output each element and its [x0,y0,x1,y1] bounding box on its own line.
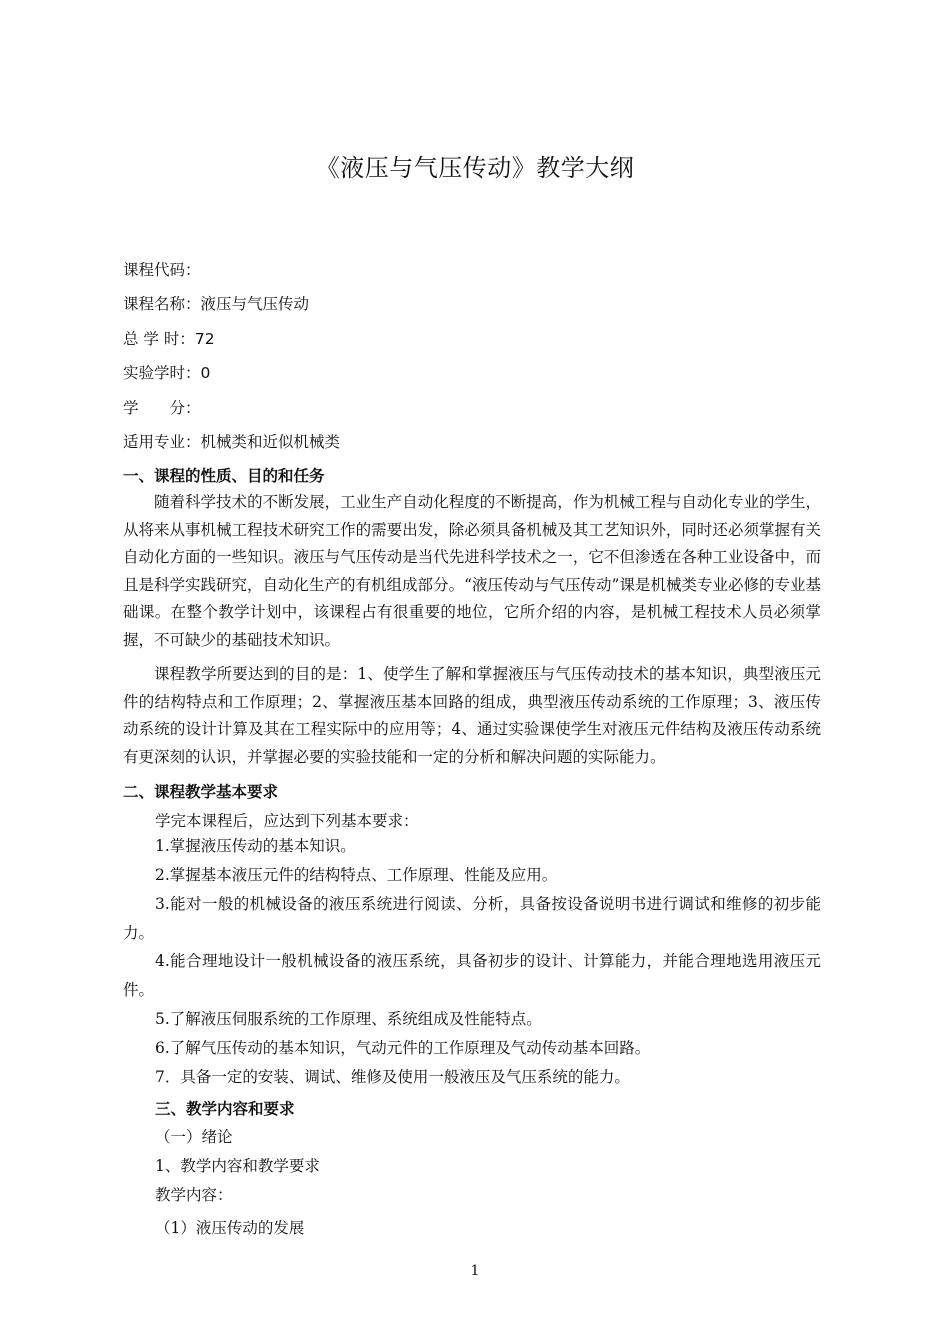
requirement-item-1: 1.掌握液压传动的基本知识。 [155,837,356,855]
section-3-sub-4: （1）液压传动的发展 [155,1219,305,1237]
requirement-item-4: 4.能合理地设计一般机械设备的液压系统，具备初步的设计、计算能力，并能合理地选用液压元件。 [123,952,821,999]
requirement-item-3: 3.能对一般的机械设备的液压系统进行阅读、分析，具备按设备说明书进行调试和维修的初步能力。 [123,895,821,942]
document-title: 《液压与气压传动》教学大纲 [315,154,635,182]
applicable-major: 适用专业：机械类和近似机械类 [123,433,341,451]
section-1-heading: 一、课程的性质、目的和任务 [123,467,325,485]
section-3-sub-3: 教学内容： [155,1186,233,1204]
requirement-item-7: 7．具备一定的安装、调试、维修及使用一般液压及气压系统的能力。 [155,1068,630,1086]
section-1-paragraph-2: 课程教学所要达到的目的是：1、使学生了解和掌握液压与气压传动技术的基本知识，典型液压元件的结构特点和工作原理；2、掌握液压基本回路的组成，典型液压传动系统的工作原理；3、液压传动系统的设计计算及其在工程实际中的应用等；4、通过实验课使学生对液压元件结构及液压传动系统有更深刻的认识，并掌握必要的实验技能和一定的分析和解决问题的实际能力。 [123,665,821,766]
requirement-item-5: 5.了解液压伺服系统的工作原理、系统组成及性能特点。 [155,1010,542,1028]
course-name: 课程名称：液压与气压传动 [123,295,310,313]
section-1-paragraph-1: 随着科学技术的不断发展，工业生产自动化程度的不断提高，作为机械工程与自动化专业的学生，从将来从事机械工程技术研究工作的需要出发，除必须具备机械及其工艺知识外，同时还必须掌握有关自动化方面的一些知识。液压与气压传动是当代先进科学技术之一，它不但渗透在各种工业设备中，而且是科学实践研究，自动化生产的有机组成部分。“液压传动与气压传动”课是机械类专业必修的专业基础课。在整个教学计划中，该课程占有很重要的地位，它所介绍的内容，是机械工程技术人员必须掌握，不可缺少的基础技术知识。 [123,493,821,649]
requirement-item-2: 2.掌握基本液压元件的结构特点、工作原理、性能及应用。 [155,866,558,884]
lab-hours: 实验学时：0 [123,364,211,382]
total-hours: 总 学 时：72 [123,330,215,348]
course-code: 课程代码： [123,261,201,279]
section-2-intro: 学完本课程后，应达到下列基本要求： [155,812,419,830]
section-3-sub-2: 1、教学内容和教学要求 [155,1157,320,1175]
credits: 学 分： [123,399,201,417]
requirement-item-6: 6.了解气压传动的基本知识，气动元件的工作原理及气动传动基本回路。 [155,1039,651,1057]
section-3-heading: 三、教学内容和要求 [155,1100,295,1118]
section-2-heading: 二、课程教学基本要求 [123,783,279,801]
section-3-sub-1: （一）绪论 [155,1128,233,1146]
page-number: 1 [470,1263,480,1279]
